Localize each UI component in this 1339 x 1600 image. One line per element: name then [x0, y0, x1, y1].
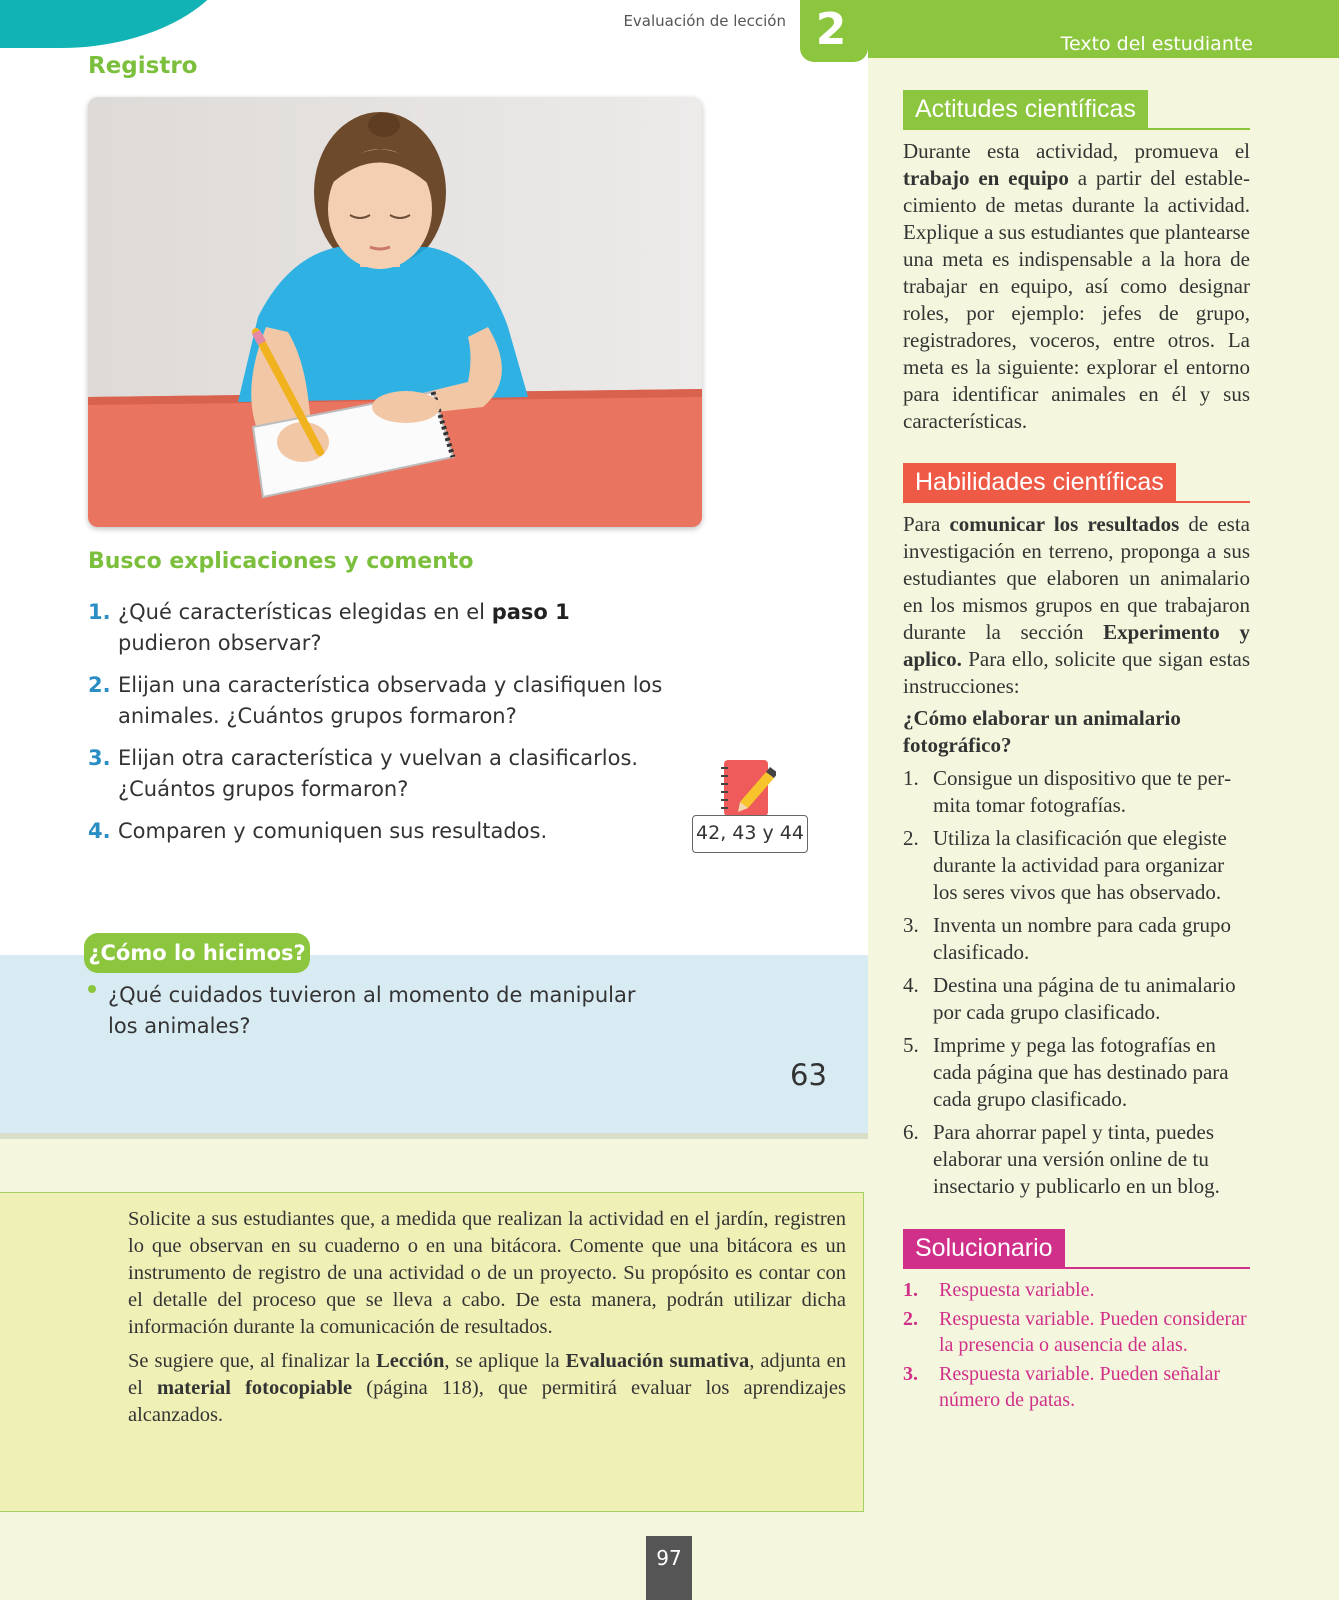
question-item [88, 597, 688, 659]
question-item [88, 670, 688, 732]
question-number: 1. [88, 600, 111, 624]
instruction-step: 6. Para ahorrar papel y tinta, puedes elaborar una versión online de tu insectario y publicarlo en un blog. [903, 1120, 1220, 1198]
notebook-pencil-icon [720, 758, 776, 820]
instruction-step: 3. Inventa un nombre para cada grupo clasificado. [903, 913, 1231, 964]
actitudes-header [903, 90, 1250, 130]
question-text: Elijan otra característica y vuelvan a clasificarlos. ¿Cuántos grupos formaron? [118, 746, 639, 801]
instruction-step: 4. Destina una página de tu animalario por cada grupo clasificado. [903, 973, 1236, 1024]
question-number: 3. [88, 746, 111, 770]
subsection-title-busco: Busco explicaciones y comento [88, 549, 474, 574]
habilidades-paragraph: Para comunicar los resultados de esta investigación en terreno, proponga a sus estudiantes que elaboren un animalario en los mismos grupos en que trabajaron durante la sección Experimento y aplico. Para ello, solicite que sigan estas instrucciones: [903, 512, 1250, 698]
note-paragraph-1: Solicite a sus estudiantes que, a medida que realizan la actividad en el jardín, registren lo que observan en su cuaderno o en una bitácora. Comente que una bitácora es un instrumento de registro de una actividad o de un proyecto. Su propósito es contar con el detalle del proceso que se lleva a cabo. De esta manera, podrán utilizar dicha información durante la comunicación de resultados. [128, 1208, 846, 1338]
lesson-evaluation-label: Evaluación de lección [623, 12, 786, 30]
solucionario-header [903, 1229, 1250, 1269]
habilidades-header [903, 463, 1250, 503]
unit-number: 2 [815, 4, 847, 55]
question-number: 2. [88, 673, 111, 697]
habilidades-title: Habilidades científicas [903, 463, 1176, 501]
question-text: Elijan una característica observada y clasifiquen los animales. ¿Cuántos grupos formaron? [118, 673, 663, 728]
student-page [0, 0, 868, 1135]
girl-writing-photo [88, 97, 702, 527]
answer-item: 2. Respuesta variable. Pueden considerar la presencia o ausencia de alas. [903, 1308, 1247, 1356]
page-reference-badge: 42, 43 y 44 [692, 815, 808, 853]
page-edge-shadow [0, 1133, 868, 1139]
instruction-step: 2. Utiliza la clasificación que elegiste durante la actividad para organizar los seres vivos que has observado. [903, 826, 1227, 904]
section-title-registro: Registro [88, 53, 198, 79]
girl-writing-illustration [88, 97, 702, 527]
answer-item: 3. Respuesta variable. Pueden señalar número de patas. [903, 1363, 1221, 1411]
texto-del-estudiante-label: Texto del estudiante [1060, 33, 1253, 55]
question-item [88, 743, 688, 805]
howto-title: ¿Cómo elaborar un animalario fotográfico? [903, 706, 1181, 757]
question-text: ¿Qué características elegidas en el paso 1 pudieron observar? [118, 600, 570, 655]
question-item [88, 816, 688, 847]
reflection-question: ¿Qué cuidados tuvieron al momento de manipular los animales? [108, 983, 636, 1038]
solucionario-title: Solucionario [903, 1229, 1065, 1267]
note-paragraph-2: Se sugiere que, al finalizar la Lección, se aplique la Evaluación sumativa, adjunta en el material fotocopiable (página 118), que permitirá evaluar los aprendizajes alcanzados. [128, 1350, 846, 1426]
section-rule [903, 501, 1250, 503]
student-page-number: 63 [790, 1058, 827, 1092]
folio-page-number: 97 [646, 1536, 692, 1600]
reflection-title-pill: ¿Cómo lo hicimos? [84, 933, 310, 973]
instruction-step: 1. Consigue un dispositivo que te permita tomar fotografías. [903, 766, 1232, 817]
question-number: 4. [88, 819, 111, 843]
teal-corner-decoration [0, 0, 240, 48]
question-text: Comparen y comuniquen sus resultados. [118, 819, 548, 843]
instruction-step: 5. Imprime y pega las fotografías en cada página que has destinado para cada grupo clasificado. [903, 1033, 1229, 1111]
section-rule [903, 128, 1250, 130]
answer-item: 1. Respuesta variable. [903, 1279, 1095, 1301]
actitudes-paragraph: Durante esta actividad, promueva el trabajo en equipo a partir del establecimiento de metas durante la actividad. Explique a sus estudiantes que plantearse una meta es indispensable a la hora de trabajar en equipo, así como designar roles, por ejemplo: jefes de grupo, registradores, voceros, entre otros. La meta es la siguiente: explorar el entorno para identificar animales en él y sus características. [903, 139, 1250, 433]
bullet-dot [88, 985, 96, 993]
actitudes-title: Actitudes científicas [903, 90, 1148, 128]
section-rule [903, 1267, 1250, 1269]
